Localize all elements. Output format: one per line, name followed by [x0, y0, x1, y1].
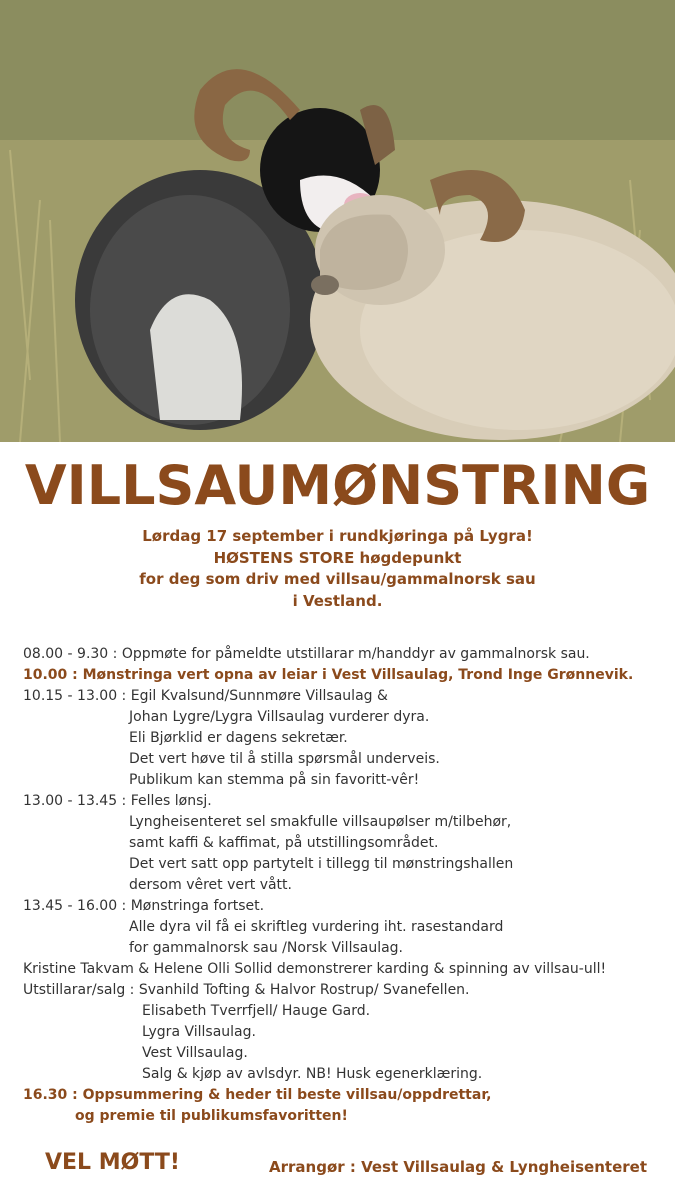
schedule-line: Elisabeth Tverrfjell/ Hauge Gard.: [142, 1003, 371, 1019]
sheep-photo: [0, 0, 675, 442]
schedule-line: Eli Bjørklid er dagens sekretær.: [129, 730, 348, 746]
subheading-line-4: i Vestland.: [292, 591, 383, 610]
schedule-line: Det vert satt opp partytelt i tillegg til mønstringshallen: [129, 856, 514, 872]
sheep-illustration: [0, 0, 675, 442]
schedule-line: Det vert høve til å stilla spørsmål underveis.: [129, 751, 440, 767]
schedule-line: samt kaffi & kaffimat, på utstillingsområdet.: [129, 835, 439, 851]
schedule-line: Vest Villsaulag.: [142, 1045, 248, 1061]
schedule-line: Kristine Takvam & Helene Olli Sollid demonstrerer karding & spinning av villsau-ull!: [23, 961, 607, 977]
organizer-text: Arrangør : Vest Villsaulag & Lyngheisenteret: [269, 1158, 647, 1176]
schedule-line: 08.00 - 9.30 : Oppmøte for påmeldte utstillarar m/handdyr av gammalnorsk sau.: [23, 646, 590, 662]
schedule-line: Salg & kjøp av avlsdyr. NB! Husk egenerklæring.: [142, 1066, 483, 1082]
schedule-line: Lygra Villsaulag.: [142, 1024, 256, 1040]
event-title: VILLSAUMØNSTRING: [24, 454, 651, 517]
event-subheading: [0, 526, 675, 612]
event-schedule: [23, 644, 663, 1127]
schedule-line: Alle dyra vil få ei skriftleg vurdering iht. rasestandard: [129, 919, 504, 935]
subheading-line-2: HØSTENS STORE høgdepunkt: [213, 548, 462, 567]
schedule-line: 10.00 : Mønstringa vert opna av leiar i Vest Villsaulag, Trond Inge Grønnevik.: [23, 667, 634, 683]
schedule-line: 16.30 : Oppsummering & heder til beste villsau/oppdrettar,: [23, 1087, 492, 1103]
subheading-line-1: Lørdag 17 september i rundkjøringa på Lygra!: [142, 527, 533, 545]
schedule-line: Lyngheisenteret sel smakfulle villsaupølser m/tilbehør,: [129, 814, 512, 830]
schedule-line: Publikum kan stemma på sin favoritt-vêr!: [129, 772, 420, 788]
welcome-text: VEL MØTT!: [45, 1150, 180, 1175]
schedule-line: for gammalnorsk sau /Norsk Villsaulag.: [129, 940, 404, 956]
schedule-line: og premie til publikumsfavoritten!: [75, 1108, 348, 1124]
schedule-line: 13.00 - 13.45 : Felles lønsj.: [23, 793, 212, 809]
subheading-line-3: for deg som driv med villsau/gammalnorsk sau: [139, 570, 536, 588]
schedule-line: Johan Lygre/Lygra Villsaulag vurderer dyra.: [129, 709, 430, 725]
schedule-line: 13.45 - 16.00 : Mønstringa fortset.: [23, 898, 265, 914]
schedule-line: dersom vêret vert vått.: [129, 877, 292, 893]
schedule-line: Utstillarar/salg : Svanhild Tofting & Halvor Rostrup/ Svanefellen.: [23, 982, 470, 998]
schedule-line: 10.15 - 13.00 : Egil Kvalsund/Sunnmøre Villsaulag &: [23, 688, 388, 704]
